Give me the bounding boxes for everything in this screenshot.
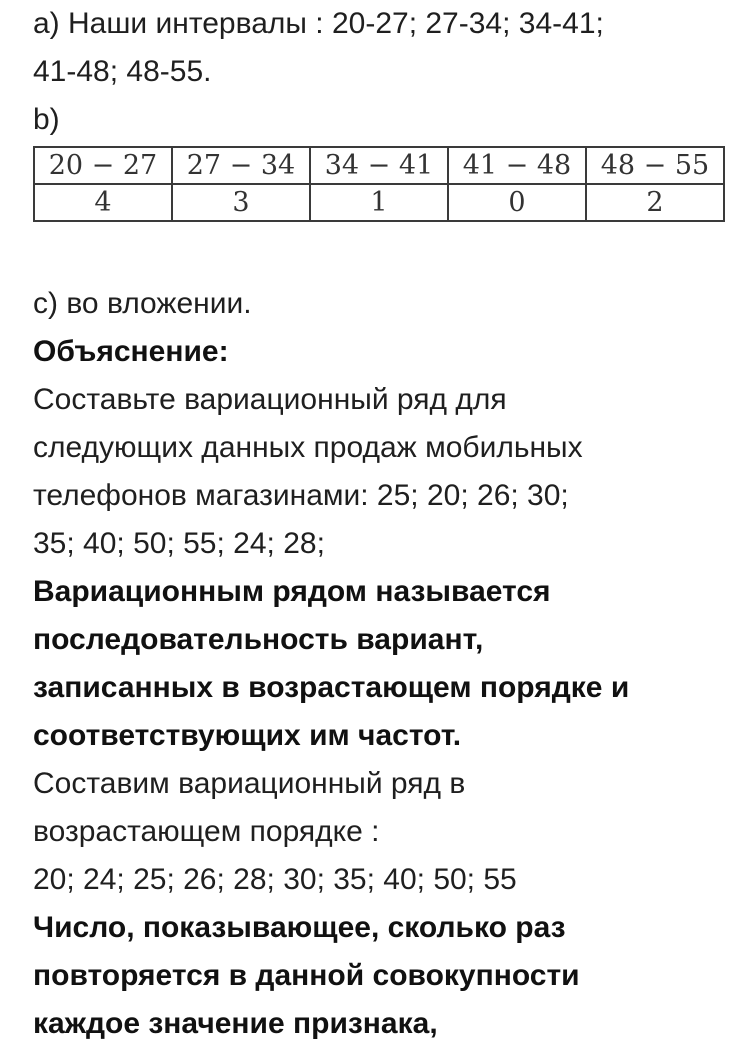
frequency-table	[33, 146, 725, 222]
frequency-cell: 3	[172, 184, 310, 221]
definition-line: соответствующих им частот.	[33, 719, 462, 752]
definition-line: последовательность вариант,	[33, 623, 484, 656]
frequency-cell: 1	[310, 184, 448, 221]
interval-cell: 48 − 55	[586, 147, 724, 184]
task-line: следующих данных продаж мобильных	[33, 431, 583, 464]
task-line: телефонов магазинами: 25; 20; 26; 30;	[33, 479, 569, 512]
sorted-line: 20; 24; 25; 26; 28; 30; 35; 40; 50; 55	[33, 863, 517, 896]
definition-line: записанных в возрастающем порядке и	[33, 671, 630, 704]
part-a-line-1: a) Наши интервалы : 20-27; 27-34; 34-41;	[33, 7, 604, 40]
spacer	[33, 228, 743, 280]
frequencies-row	[34, 184, 724, 221]
interval-cell: 34 − 41	[310, 147, 448, 184]
frequency-definition-line: повторяется в данной совокупности	[33, 959, 580, 992]
task-line: 35; 40; 50; 55; 24; 28;	[33, 527, 325, 560]
task-line: Составьте вариационный ряд для	[33, 383, 507, 416]
part-b-label: b)	[33, 103, 60, 136]
frequency-table-container	[33, 146, 750, 228]
definition-line: Вариационным рядом называется	[33, 575, 551, 608]
interval-cell: 27 − 34	[172, 147, 310, 184]
frequency-cell: 2	[586, 184, 724, 221]
sorted-line: возрастающем порядке :	[33, 815, 380, 848]
interval-cell: 41 − 48	[448, 147, 586, 184]
document-body	[33, 0, 743, 1048]
part-a-line-2: 41-48; 48-55.	[33, 55, 212, 88]
interval-cell: 20 − 27	[34, 147, 172, 184]
frequency-definition-line: Число, показывающее, сколько раз	[33, 911, 566, 944]
intervals-row	[34, 147, 724, 184]
frequency-definition-line: каждое значение признака,	[33, 1007, 438, 1040]
sorted-line: Составим вариационный ряд в	[33, 767, 466, 800]
frequency-cell: 0	[448, 184, 586, 221]
frequency-cell: 4	[34, 184, 172, 221]
explanation-heading: Объяснение:	[33, 335, 229, 368]
part-c-label: c) во вложении.	[33, 287, 252, 320]
